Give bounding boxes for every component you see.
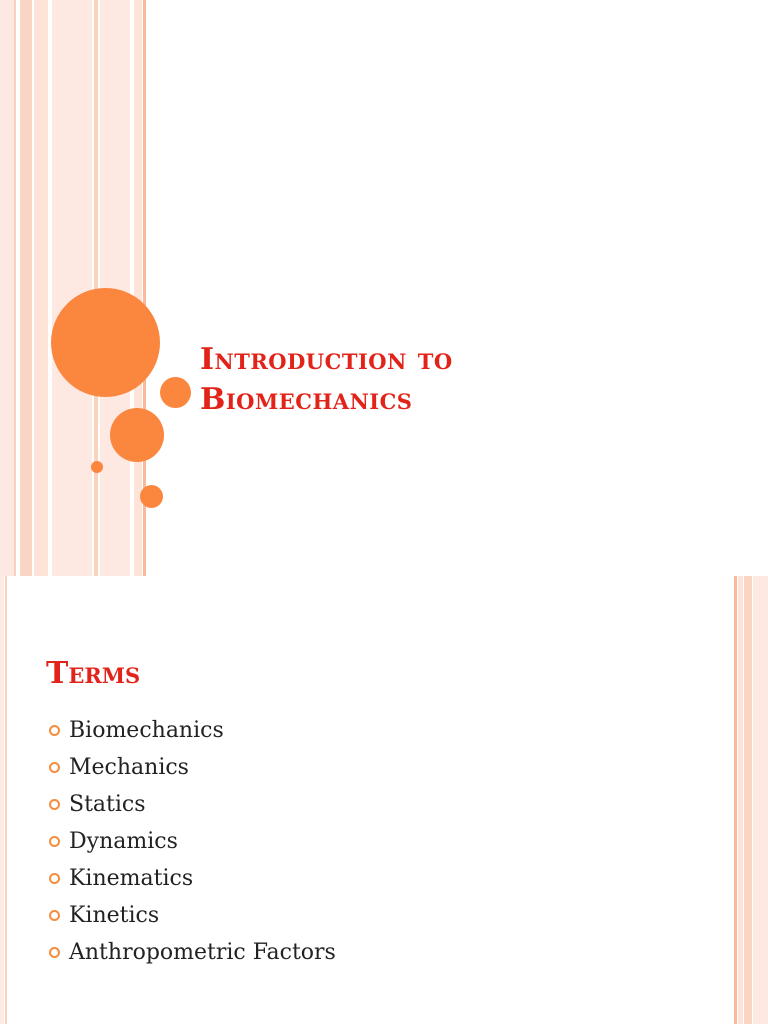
decorative-band xyxy=(34,0,48,576)
decorative-circle-small xyxy=(160,377,191,408)
slide-title-line1: Introduction to xyxy=(200,342,453,377)
decorative-circle-dot xyxy=(91,461,103,473)
list-item xyxy=(46,712,336,749)
decorative-band xyxy=(738,576,743,1024)
term-label: Kinetics xyxy=(69,903,160,928)
slide-title-line2: Biomechanics xyxy=(200,382,413,417)
list-item xyxy=(46,860,336,897)
slide-heading: Terms xyxy=(46,656,141,691)
decorative-band xyxy=(753,576,768,1024)
decorative-band xyxy=(5,576,7,1024)
term-label: Statics xyxy=(69,792,146,817)
slide-title xyxy=(200,340,453,420)
terms-list xyxy=(46,712,336,971)
term-label: Dynamics xyxy=(69,829,178,854)
list-item xyxy=(46,934,336,971)
bullet-circle-icon xyxy=(49,762,60,773)
decorative-circle-medium xyxy=(110,408,164,462)
decorative-band xyxy=(52,0,92,576)
bullet-circle-icon xyxy=(49,836,60,847)
bullet-circle-icon xyxy=(49,873,60,884)
decorative-circle-tiny xyxy=(140,485,163,508)
term-label: Mechanics xyxy=(69,755,189,780)
decorative-band xyxy=(744,576,752,1024)
term-label: Biomechanics xyxy=(69,718,224,743)
term-label: Kinematics xyxy=(69,866,194,891)
decorative-band xyxy=(20,0,32,576)
list-item xyxy=(46,897,336,934)
decorative-circle-large xyxy=(51,288,160,397)
list-item xyxy=(46,823,336,860)
list-item xyxy=(46,749,336,786)
decorative-band xyxy=(14,0,16,576)
list-item xyxy=(46,786,336,823)
bullet-circle-icon xyxy=(49,725,60,736)
terms-slide xyxy=(0,576,768,1024)
decorative-band xyxy=(734,576,737,1024)
bullet-circle-icon xyxy=(49,799,60,810)
bullet-circle-icon xyxy=(49,947,60,958)
decorative-band xyxy=(0,0,14,576)
term-label: Anthropometric Factors xyxy=(69,940,336,965)
decorative-band xyxy=(0,576,4,1024)
bullet-circle-icon xyxy=(49,910,60,921)
